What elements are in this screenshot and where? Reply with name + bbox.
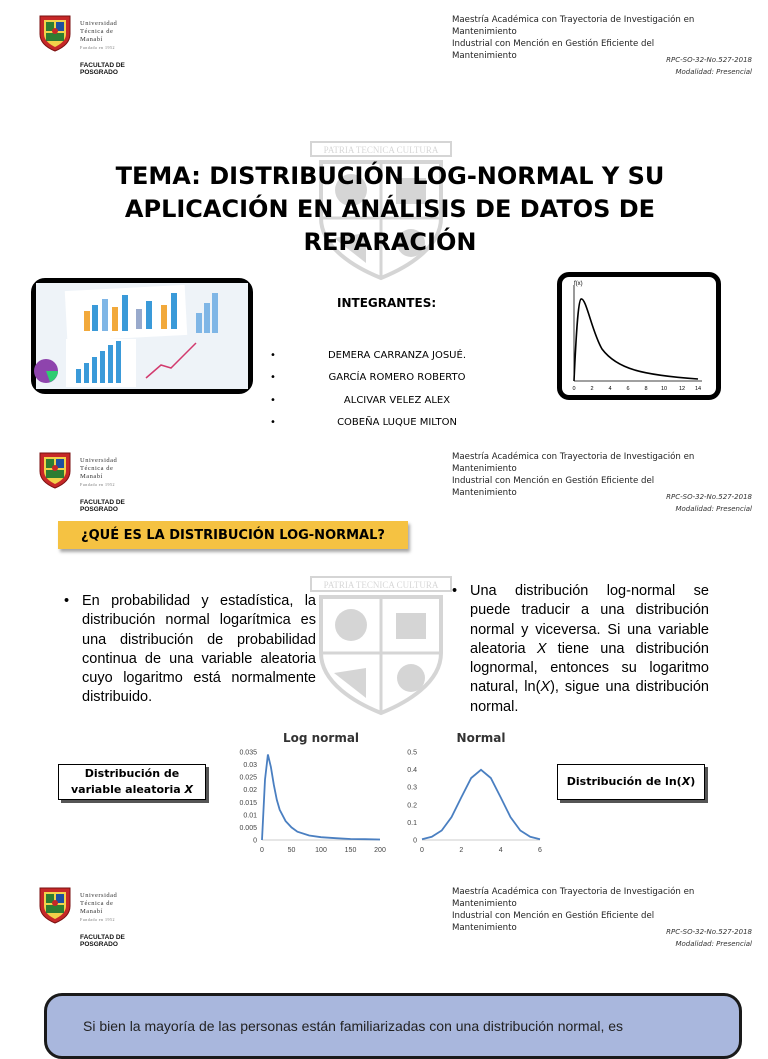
watermark-motto: PATRIA TECNICA CULTURA: [323, 145, 439, 155]
list-item: • COBEÑA LUQUE MILTON: [270, 417, 457, 429]
y-tick-label: 0: [253, 837, 257, 845]
list-item: • DEMERA CARRANZA JOSUÉ.: [270, 349, 467, 361]
y-tick-label: 0.005: [239, 824, 257, 832]
curve-tick: 14: [694, 386, 702, 392]
curve-tick: 12: [678, 386, 686, 392]
curve-tick: 8: [644, 386, 648, 392]
business-charts-image: [31, 278, 253, 394]
y-tick-label: 0: [413, 837, 417, 845]
slide-intro: [0, 872, 768, 1034]
curve-axis-label: f(x): [574, 281, 583, 287]
chart-title: Normal: [456, 731, 506, 745]
curve-tick: 10: [660, 386, 668, 392]
curve-tick: 4: [608, 386, 612, 392]
slide-title: [0, 0, 768, 430]
x-tick-label: 100: [315, 847, 327, 854]
y-tick-label: 0.5: [407, 749, 417, 757]
bar-charts-illustration: [36, 283, 248, 389]
program-code: RPC-SO-32-No.527-2018 Modalidad: Presencial: [666, 928, 752, 948]
y-tick-label: 0.1: [407, 819, 417, 827]
series-line: [422, 770, 540, 840]
university-crest-icon: [38, 14, 72, 52]
question-heading: ¿QUÉ ES LA DISTRIBUCIÓN LOG-NORMAL?: [58, 521, 408, 549]
y-tick-label: 0.015: [239, 799, 257, 807]
definition-text: En probabilidad y estadística, la distribución normal logarítmica es una distribución de probabilidad continua de una variable aleatoria cuyo logaritmo está normalmente distribuido.: [82, 593, 316, 706]
x-tick-label: 2: [459, 847, 464, 854]
watermark-crest-icon: [306, 573, 456, 723]
x-tick-label: 6: [538, 847, 542, 854]
university-logo: [38, 451, 148, 517]
intro-box: [44, 993, 742, 1059]
label-distribution-x: Distribución de variable aleatoria X: [58, 764, 206, 800]
lognormal-curve-illustration: [562, 277, 716, 395]
slide-definition: [0, 437, 768, 865]
curve-tick: 2: [590, 386, 594, 392]
university-crest-icon: [38, 451, 72, 489]
university-crest-icon: [38, 886, 72, 924]
normal-chart: [382, 730, 550, 855]
bullet: •: [452, 583, 458, 599]
program-code: RPC-SO-32-No.527-2018 Modalidad: Presencial: [666, 56, 752, 76]
y-tick-label: 0.2: [407, 802, 417, 810]
label-distribution-lnx: Distribución de ln(X): [557, 764, 705, 800]
y-tick-label: 0.025: [239, 774, 257, 782]
university-name: Universidad Técnica de Manabí Fundada en 1952: [80, 457, 118, 487]
lognormal-curve-image: [557, 272, 721, 400]
program-title: Maestría Académica con Trayectoria de Investigación en Mantenimiento Industrial con Mención en Gestión Eficiente del Mantenimiento: [452, 452, 695, 498]
x-tick-label: 4: [498, 847, 503, 854]
curve-tick: 6: [626, 386, 630, 392]
faculty-name: FACULTAD DE POSGRADO: [80, 62, 125, 76]
chart-title: Log normal: [282, 731, 360, 745]
y-tick-label: 0.3: [407, 784, 417, 792]
relation-text: Una distribución log-normal se puede traducir a una distribución normal y viceversa. Si una variable aleatoria X tiene una distribución lognormal, entonces su logaritmo natural, ln(X), sigue una distribución normal.: [470, 583, 709, 715]
university-name: Universidad Técnica de Manabí Fundada en 1952: [80, 892, 118, 922]
university-logo: [38, 14, 148, 80]
x-tick-label: 0: [260, 847, 264, 854]
faculty-name: FACULTAD DE POSGRADO: [80, 934, 125, 948]
x-tick-label: 150: [344, 847, 357, 854]
x-tick-label: 50: [287, 847, 296, 854]
y-tick-label: 0.03: [243, 762, 257, 770]
faculty-name: FACULTAD DE POSGRADO: [80, 499, 125, 513]
curve-tick: 0: [572, 386, 576, 392]
x-tick-label: 0: [420, 847, 424, 854]
y-tick-label: 0.02: [243, 787, 257, 795]
definition-left: [64, 592, 316, 708]
lognormal-chart: [222, 730, 390, 855]
y-tick-label: 0.01: [243, 812, 257, 820]
y-tick-label: 0.035: [239, 749, 257, 757]
y-tick-label: 0.4: [407, 767, 417, 775]
intro-text: Si bien la mayoría de las personas están familiarizadas con una distribución normal, es: [83, 1018, 624, 1034]
program-code: RPC-SO-32-No.527-2018 Modalidad: Presencial: [666, 493, 752, 513]
program-title: Maestría Académica con Trayectoria de Investigación en Mantenimiento Industrial con Mención en Gestión Eficiente del Mantenimiento: [452, 15, 695, 61]
watermark-motto: PATRIA TECNICA CULTURA: [323, 580, 439, 590]
members-heading: INTEGRANTES:: [337, 296, 437, 310]
university-logo: [38, 886, 148, 952]
list-item: • GARCÍA ROMERO ROBERTO: [270, 372, 466, 384]
definition-right: [452, 582, 709, 717]
x-tick-label: 200: [374, 847, 386, 854]
presentation-title: TEMA: DISTRIBUCIÓN LOG-NORMAL Y SU APLICACIÓN EN ANÁLISIS DE DATOS DE REPARACIÓN: [115, 162, 665, 256]
university-name: Universidad Técnica de Manabí Fundada en 1952: [80, 20, 118, 50]
program-title: Maestría Académica con Trayectoria de Investigación en Mantenimiento Industrial con Mención en Gestión Eficiente del Mantenimiento: [452, 887, 695, 933]
members-list: [270, 344, 510, 434]
bullet: •: [64, 593, 70, 609]
series-line: [262, 755, 380, 841]
list-item: • ALCIVAR VELEZ ALEX: [270, 394, 451, 406]
